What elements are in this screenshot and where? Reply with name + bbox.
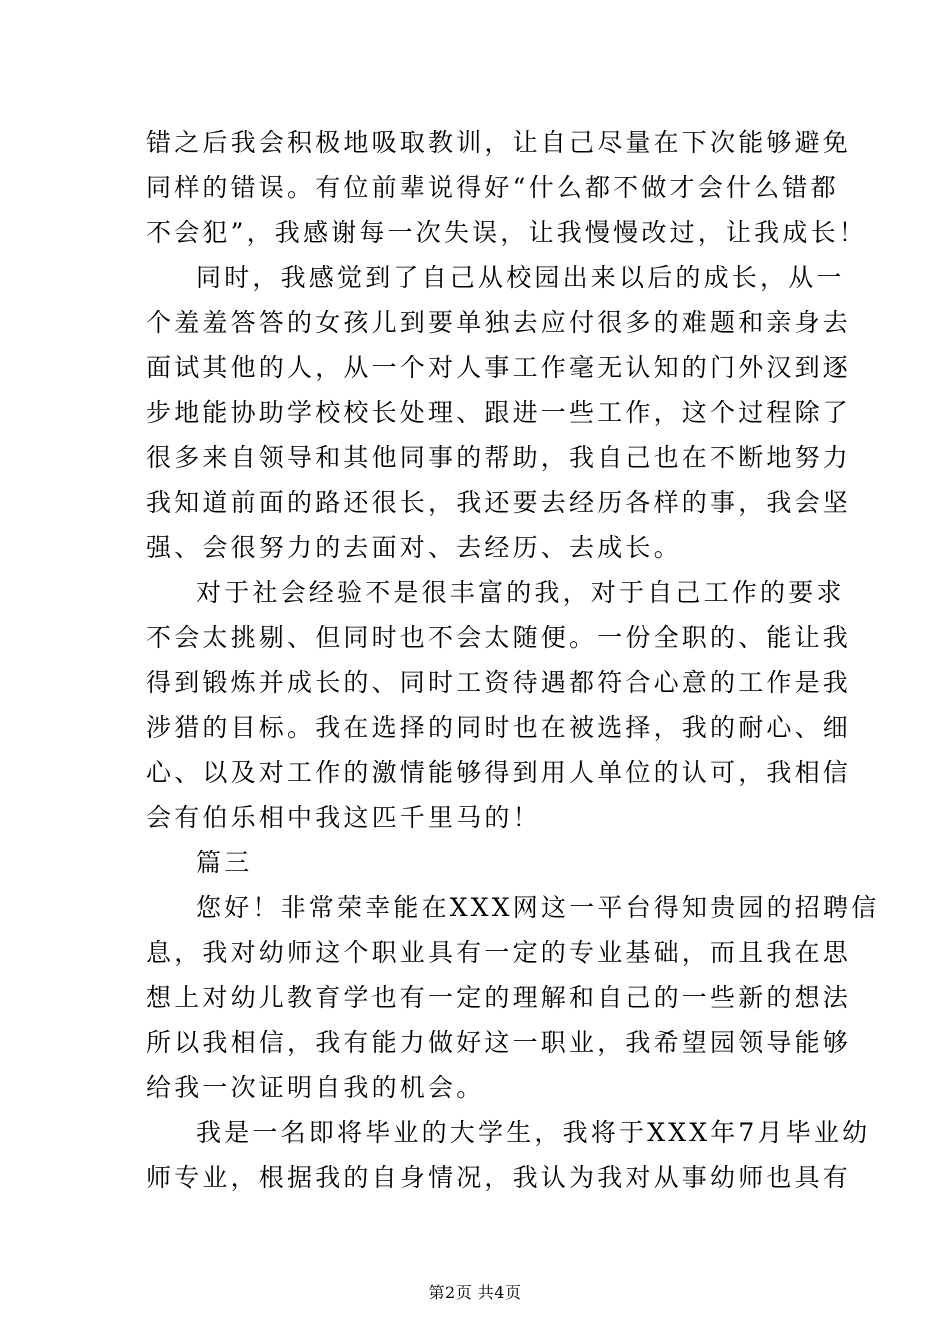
body-line: 步地能协助学校校长处理、跟进一些工作，这个过程除了 (146, 398, 852, 427)
body-line: 息，我对幼师这个职业具有一定的专业基础，而且我在思 (146, 938, 852, 967)
body-line: 给我一次证明自我的机会。 (146, 1073, 485, 1102)
body-line: 涉猎的目标。我在选择的同时也在被选择，我的耐心、细 (146, 713, 852, 742)
body-line: 强、会很努力的去面对、去经历、去成长。 (146, 533, 682, 562)
body-line: 所以我相信，我有能力做好这一职业，我希望园领导能够 (146, 1028, 852, 1057)
body-line: 会有伯乐相中我这匹千里马的！ (146, 803, 541, 832)
body-line: 得到锻炼并成长的、同时工资待遇都符合心意的工作是我 (146, 668, 852, 697)
paragraph-start-line: 对于社会经验不是很丰富的我，对于自己工作的要求 (196, 578, 845, 607)
body-line: 个羞羞答答的女孩儿到要单独去应付很多的难题和亲身去 (146, 308, 852, 337)
body-line: 想上对幼儿教育学也有一定的理解和自己的一些新的想法 (146, 983, 852, 1012)
body-line: 同样的错误。有位前辈说得好“什么都不做才会什么错都 (146, 173, 839, 202)
body-line: 心、以及对工作的激情能够得到用人单位的认可，我相信 (146, 758, 852, 787)
paragraph-start-line: 您好！非常荣幸能在XXX网这一平台得知贵园的招聘信 (196, 893, 880, 922)
body-line: 错之后我会积极地吸取教训，让自己尽量在下次能够避免 (146, 128, 852, 157)
section-heading: 篇三 (196, 848, 253, 877)
page-number-footer: 第2页 共4页 (428, 1283, 522, 1302)
body-line: 很多来自领导和其他同事的帮助，我自己也在不断地努力 (146, 443, 852, 472)
body-line: 我知道前面的路还很长，我还要去经历各样的事，我会坚 (146, 488, 852, 517)
body-line: 不会犯”，我感谢每一次失误，让我慢慢改过，让我成长！ (146, 218, 867, 247)
body-line: 不会太挑剔、但同时也不会太随便。一份全职的、能让我 (146, 623, 852, 652)
paragraph-start-line: 同时，我感觉到了自己从校园出来以后的成长，从一 (196, 263, 845, 292)
body-line: 师专业，根据我的自身情况，我认为我对从事幼师也具有 (146, 1163, 852, 1192)
body-line: 面试其他的人，从一个对人事工作毫无认知的门外汉到逐 (146, 353, 852, 382)
paragraph-start-line: 我是一名即将毕业的大学生，我将于XXX年7月毕业幼 (196, 1118, 871, 1147)
